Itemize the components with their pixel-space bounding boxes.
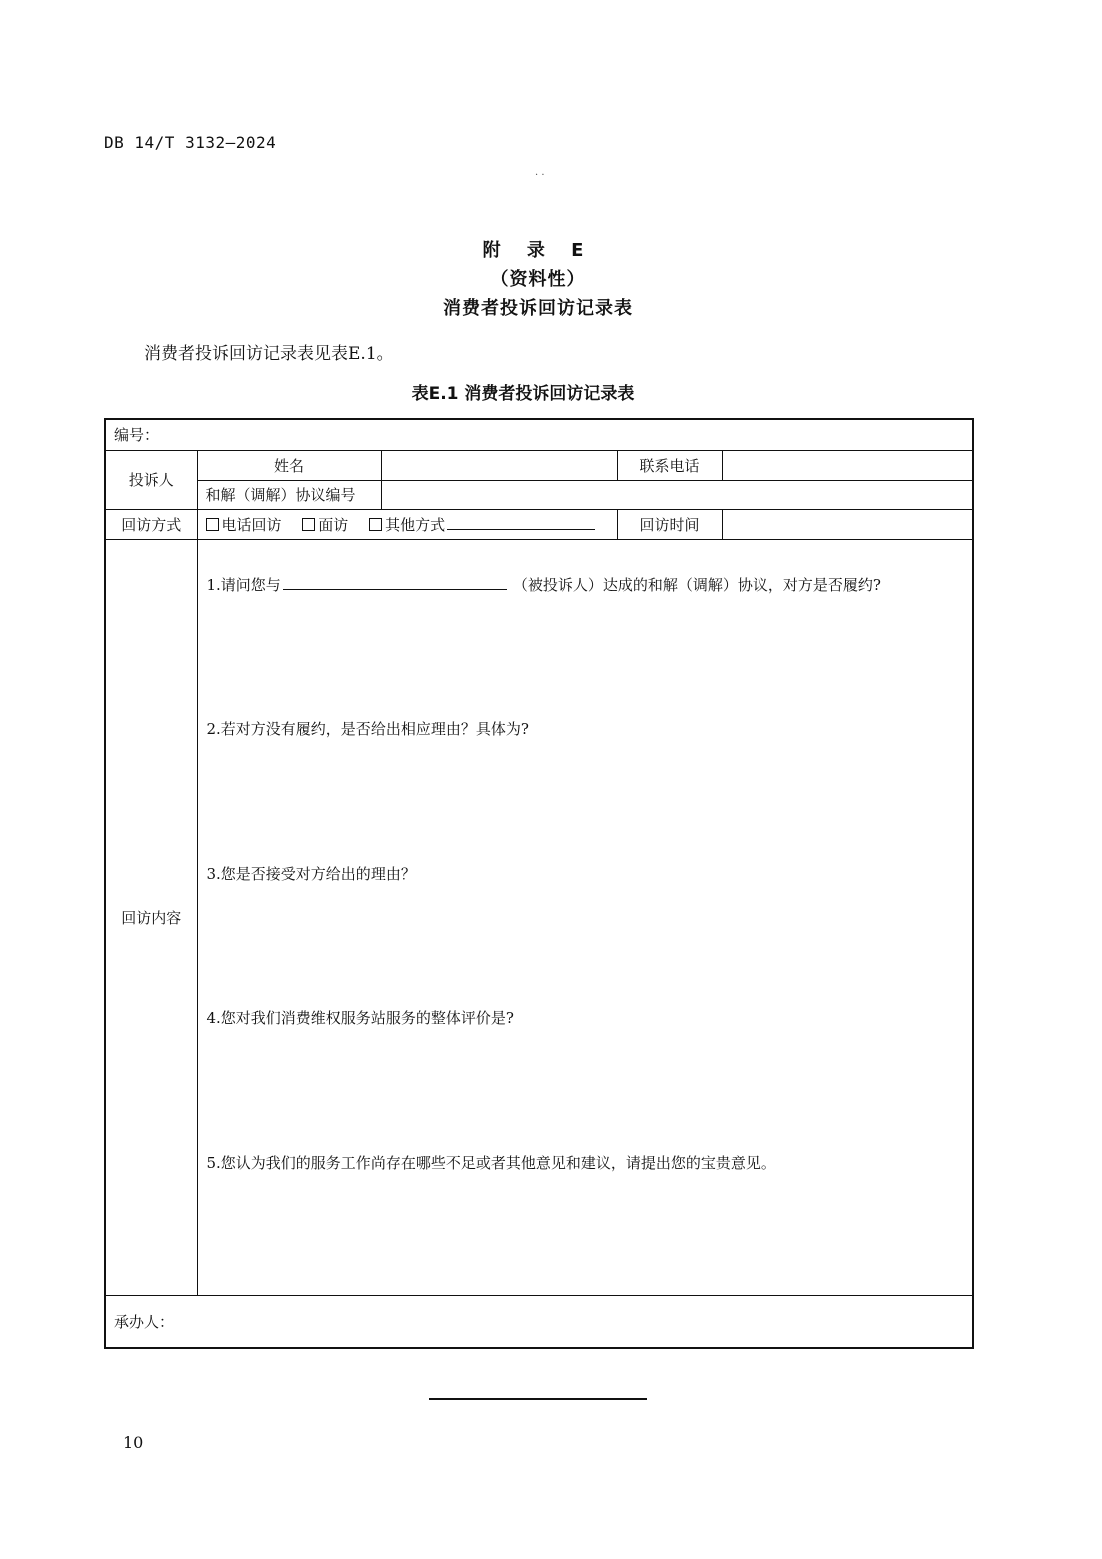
time-value xyxy=(722,509,973,539)
end-rule xyxy=(429,1398,647,1400)
name-value xyxy=(381,450,617,480)
page-number: 10 xyxy=(123,1433,144,1452)
question-1: 1.请问您与 （被投诉人）达成的和解（调解）协议，对方是否履约? xyxy=(206,575,881,594)
question-3: 3.您是否接受对方给出的理由？ xyxy=(206,864,416,883)
method-label: 回访方式 xyxy=(105,509,197,539)
checkbox-icon xyxy=(302,518,315,531)
option-face: 面访 xyxy=(302,516,348,534)
other-method-blank xyxy=(447,528,595,530)
appendix-type: （资料性） xyxy=(490,269,586,290)
content-label: 回访内容 xyxy=(105,539,197,1295)
complaint-revisit-form xyxy=(104,418,974,1349)
appendix-title: 附 录 E xyxy=(482,240,594,261)
document-code: DB 14/T 3132—2024 xyxy=(104,133,277,152)
phone-value xyxy=(722,450,973,480)
agreement-value xyxy=(381,480,973,509)
checkbox-icon xyxy=(206,518,219,531)
handler-cell xyxy=(105,1295,973,1348)
respondent-blank xyxy=(283,588,507,590)
table-caption: 表E.1 消费者投诉回访记录表 xyxy=(411,384,635,404)
number-cell xyxy=(105,419,973,450)
time-label: 回访时间 xyxy=(617,509,722,539)
phone-label: 联系电话 xyxy=(617,450,722,480)
option-phone: 电话回访 xyxy=(206,516,282,534)
question-2: 2.若对方没有履约，是否给出相应理由？具体为? xyxy=(206,719,529,738)
handler-label: 承办人： xyxy=(114,1312,175,1331)
question-4: 4.您对我们消费维权服务站服务的整体评价是? xyxy=(206,1008,514,1027)
intro-text: 消费者投诉回访记录表见表E.1。 xyxy=(144,344,394,364)
checkbox-icon xyxy=(369,518,382,531)
method-options xyxy=(197,509,617,539)
option-other: 其他方式 xyxy=(369,516,597,534)
agreement-label: 和解（调解）协议编号 xyxy=(197,480,381,509)
content-area xyxy=(197,539,973,1295)
number-label: 编号： xyxy=(114,426,160,445)
question-5: 5.您认为我们的服务工作尚存在哪些不足或者其他意见和建议，请提出您的宝贵意见。 xyxy=(206,1153,776,1172)
header-dots: · · xyxy=(535,170,545,181)
name-label: 姓名 xyxy=(197,450,381,480)
complainant-label: 投诉人 xyxy=(105,450,197,509)
appendix-name: 消费者投诉回访记录表 xyxy=(443,298,633,319)
